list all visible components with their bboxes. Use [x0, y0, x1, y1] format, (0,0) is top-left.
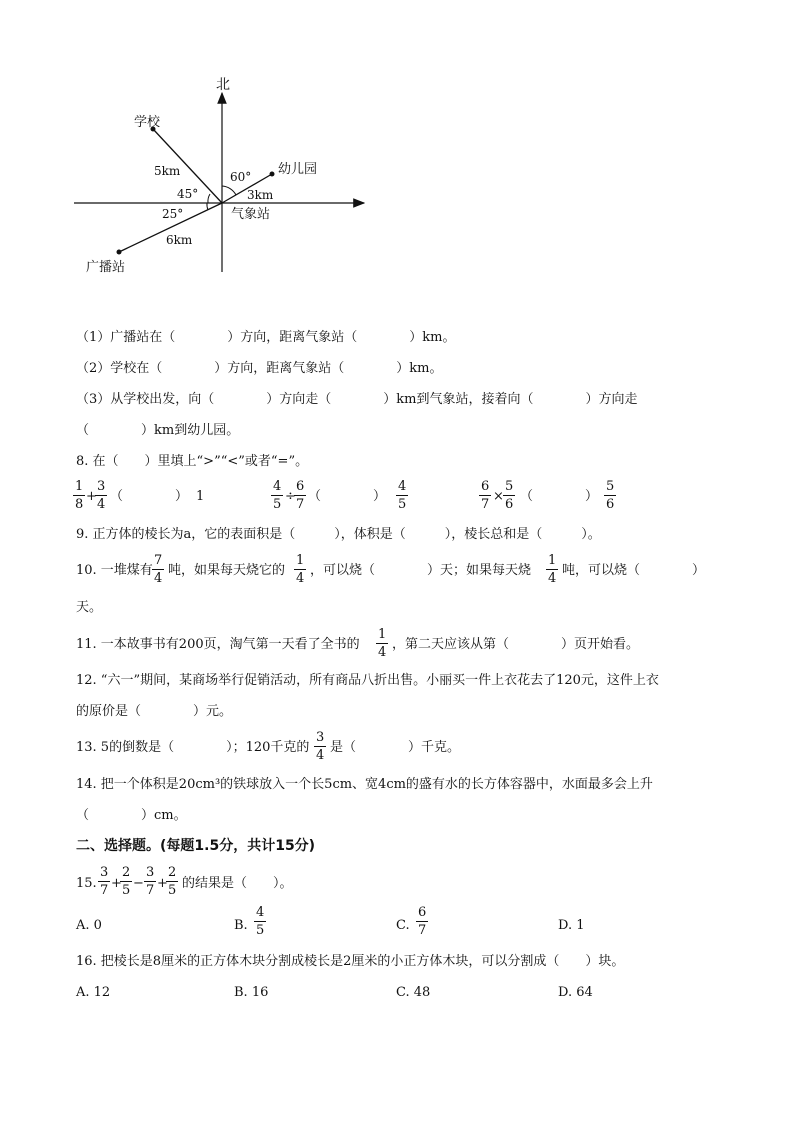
q15-number: 15. [76, 876, 97, 891]
q10-part4: 吨，可以烧（ ） [562, 563, 706, 578]
q8a-frac2: 3 4 [97, 479, 106, 512]
kindergarten-distance: 3km [247, 188, 274, 202]
q7-line-4: （ ）km到幼儿园。 [76, 423, 240, 438]
angle-school: 45° [177, 187, 199, 201]
q8c-frac2: 5 6 [505, 479, 514, 512]
q8c-rhs-frac: 5 6 [606, 479, 615, 512]
q8b-frac1: 4 5 [273, 479, 282, 512]
q11-part2: ，第二天应该从第（ ）页开始看。 [392, 637, 640, 652]
q15-frac4: 2 5 [168, 865, 177, 898]
q8a-op: + [86, 489, 97, 504]
q16-text: 16. 把棱长是8厘米的正方体木块分割成棱长是2厘米的小正方体木块，可以分割成（ ）块。 [76, 954, 625, 969]
q8b-frac2: 6 7 [296, 479, 305, 512]
angle-arc-60 [222, 186, 236, 195]
q16-option-c[interactable]: C. 48 [396, 985, 431, 1000]
q16-option-a[interactable]: A. 12 [76, 985, 111, 1000]
q8b-blank: （ ） [308, 489, 387, 504]
weather-station-label: 气象站 [231, 207, 271, 222]
direction-diagram [0, 0, 794, 300]
q15-frac2: 2 5 [122, 865, 131, 898]
school-distance: 5km [154, 164, 181, 178]
q7-line-1: （1）广播站在（ ）方向，距离气象站（ ）km。 [76, 330, 456, 345]
q15-option-b-label[interactable]: B. [234, 918, 248, 933]
q8-title: 8. 在（ ）里填上“>”“<”或者“=”。 [76, 454, 309, 469]
q8a-blank: （ ） [110, 489, 189, 504]
angle-kinder: 60° [230, 170, 252, 184]
section-2-heading: 二、选择题。(每题1.5分，共计15分) [76, 838, 316, 854]
q14-line-1: 14. 把一个体积是20cm³的铁球放入一个长5cm、宽4cm的盛有水的长方体容器中，水面最多会上升 [76, 777, 653, 792]
q15-frac3: 3 7 [146, 865, 155, 898]
q10-part3: ，可以烧（ ）天；如果每天烧 [310, 563, 532, 578]
q8c-op: × [493, 489, 504, 504]
q10-part5: 天。 [76, 600, 103, 615]
q15-op2: − [133, 876, 144, 891]
q8b-op: ÷ [285, 489, 296, 504]
q15-option-c-frac: 6 7 [418, 905, 427, 938]
school-label: 学校 [134, 115, 161, 130]
q15-frac1: 3 7 [100, 865, 109, 898]
q16-option-d[interactable]: D. 64 [558, 985, 593, 1000]
q12-line-1: 12. “六一”期间，某商场举行促销活动，所有商品八折出售。小丽买一件上衣花去了120元，这件上衣 [76, 673, 659, 688]
q11-frac: 1 4 [378, 627, 387, 660]
q12-line-2: 的原价是（ ）元。 [76, 704, 233, 719]
broadcast-distance: 6km [166, 233, 193, 247]
q15-option-d[interactable]: D. 1 [558, 918, 585, 933]
q10-frac1: 7 4 [154, 553, 163, 586]
q8c-blank: （ ） [520, 489, 599, 504]
kindergarten-label: 幼儿园 [278, 162, 318, 177]
q10-part2: 吨，如果每天烧它的 [168, 563, 286, 578]
q15-op1: + [111, 876, 122, 891]
q10-part1: 10. 一堆煤有 [76, 563, 153, 578]
q8c-frac1: 6 7 [481, 479, 490, 512]
q10-frac2: 1 4 [296, 553, 305, 586]
q9-text: 9. 正方体的棱长为a，它的表面积是（ ），体积是（ ），棱长总和是（ ）。 [76, 527, 601, 542]
q7-line-3: （3）从学校出发，向（ ）方向走（ ）km到气象站，接着向（ ）方向走 [76, 392, 638, 407]
q15-op3: + [157, 876, 168, 891]
broadcast-point [117, 250, 122, 255]
q13-part2: 是（ ）千克。 [330, 740, 461, 755]
kindergarten-point [270, 172, 275, 177]
q13-part1: 13. 5的倒数是（ ）；120千克的 [76, 740, 310, 755]
q15-option-a[interactable]: A. 0 [76, 918, 102, 933]
q7-line-2: （2）学校在（ ）方向，距离气象站（ ）km。 [76, 361, 443, 376]
q15-option-c-label[interactable]: C. [396, 918, 410, 933]
angle-arc-45 [208, 194, 210, 203]
angle-broadcast: 25° [162, 207, 184, 221]
q10-frac3: 1 4 [548, 553, 557, 586]
q15-option-b-frac: 4 5 [256, 905, 265, 938]
q8a-rhs: 1 [196, 489, 205, 504]
q13-frac: 3 4 [316, 730, 325, 763]
q11-part1: 11. 一本故事书有200页，淘气第一天看了全书的 [76, 637, 360, 652]
north-label: 北 [216, 77, 230, 93]
q14-line-2: （ ）cm。 [76, 808, 187, 823]
broadcast-station-label: 广播站 [86, 260, 126, 275]
q15-tail: 的结果是（ ）。 [182, 876, 293, 891]
angle-arc-25 [207, 203, 208, 210]
q8a-frac1: 1 8 [75, 479, 84, 512]
q8b-rhs-frac: 4 5 [398, 479, 407, 512]
q16-option-b[interactable]: B. 16 [234, 985, 269, 1000]
